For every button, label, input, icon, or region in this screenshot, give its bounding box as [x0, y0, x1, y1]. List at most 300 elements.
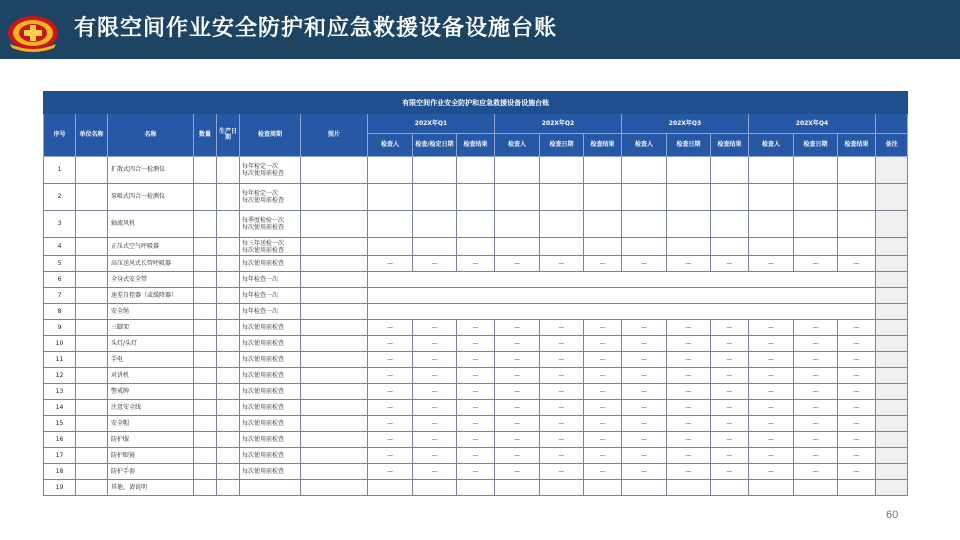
inspection-cell[interactable]: — — [749, 320, 794, 336]
inspection-cell[interactable] — [622, 211, 667, 238]
row-qty[interactable] — [194, 448, 217, 464]
inspection-cell[interactable] — [368, 211, 413, 238]
inspection-cell[interactable]: — — [584, 256, 622, 272]
inspection-cell[interactable] — [711, 480, 749, 496]
inspection-cell[interactable]: — — [495, 320, 540, 336]
inspection-cell[interactable]: — — [368, 352, 413, 368]
inspection-cell[interactable]: — — [711, 368, 749, 384]
inspection-cell[interactable]: — — [749, 400, 794, 416]
inspection-cell[interactable]: — — [667, 368, 711, 384]
inspection-cell[interactable]: — — [584, 400, 622, 416]
inspection-cell[interactable]: — — [794, 320, 838, 336]
row-note[interactable] — [876, 432, 908, 448]
inspection-cell[interactable] — [413, 238, 457, 256]
inspection-cell[interactable]: — — [540, 320, 584, 336]
inspection-cell[interactable]: — — [667, 432, 711, 448]
inspection-cell[interactable]: — — [838, 464, 876, 480]
inspection-cell[interactable]: — — [495, 416, 540, 432]
inspection-cell[interactable]: — — [457, 416, 495, 432]
inspection-cell[interactable] — [622, 157, 667, 184]
row-inspections-merged[interactable] — [368, 272, 876, 288]
inspection-cell[interactable]: — — [667, 320, 711, 336]
row-qty[interactable] — [194, 352, 217, 368]
inspection-cell[interactable] — [667, 157, 711, 184]
row-name: 安全绳 — [108, 304, 194, 320]
row-unit[interactable] — [76, 384, 108, 400]
inspection-cell[interactable] — [495, 480, 540, 496]
inspection-cell[interactable]: — — [413, 416, 457, 432]
row-note[interactable] — [876, 320, 908, 336]
inspection-cell[interactable] — [368, 480, 413, 496]
row-photo[interactable] — [301, 211, 368, 238]
inspection-cell[interactable] — [794, 211, 838, 238]
inspection-cell[interactable]: — — [413, 368, 457, 384]
inspection-cell[interactable] — [495, 184, 540, 211]
inspection-cell[interactable] — [495, 157, 540, 184]
inspection-cell[interactable]: — — [749, 336, 794, 352]
inspection-cell[interactable]: — — [711, 416, 749, 432]
row-unit[interactable] — [76, 416, 108, 432]
inspection-cell[interactable] — [584, 211, 622, 238]
inspection-cell[interactable]: — — [368, 368, 413, 384]
inspection-cell[interactable]: — — [495, 432, 540, 448]
row-note[interactable] — [876, 288, 908, 304]
inspection-cell[interactable]: — — [622, 432, 667, 448]
row-photo[interactable] — [301, 288, 368, 304]
inspection-cell[interactable] — [540, 211, 584, 238]
row-qty[interactable] — [194, 272, 217, 288]
inspection-cell[interactable]: — — [540, 400, 584, 416]
inspection-cell[interactable] — [711, 184, 749, 211]
inspection-cell[interactable]: — — [540, 416, 584, 432]
inspection-cell[interactable]: — — [413, 432, 457, 448]
inspection-cell[interactable] — [667, 238, 711, 256]
inspection-cell[interactable]: — — [413, 256, 457, 272]
inspection-cell[interactable] — [749, 211, 794, 238]
inspection-cell[interactable]: — — [368, 416, 413, 432]
row-qty[interactable] — [194, 238, 217, 256]
inspection-cell[interactable]: — — [584, 368, 622, 384]
inspection-cell[interactable] — [667, 480, 711, 496]
inspection-cell[interactable]: — — [368, 256, 413, 272]
row-photo[interactable] — [301, 384, 368, 400]
inspection-cell[interactable]: — — [749, 384, 794, 400]
inspection-cell[interactable]: — — [495, 336, 540, 352]
inspection-cell[interactable] — [584, 480, 622, 496]
row-photo[interactable] — [301, 336, 368, 352]
inspection-cell[interactable] — [838, 238, 876, 256]
inspection-cell[interactable]: — — [794, 464, 838, 480]
inspection-cell[interactable]: — — [794, 352, 838, 368]
inspection-cell[interactable]: — — [711, 256, 749, 272]
inspection-cell[interactable]: — — [368, 400, 413, 416]
inspection-cell[interactable]: — — [838, 400, 876, 416]
inspection-cell[interactable]: — — [413, 352, 457, 368]
row-date[interactable] — [217, 352, 240, 368]
row-date[interactable] — [217, 416, 240, 432]
inspection-cell[interactable]: — — [749, 464, 794, 480]
row-note[interactable] — [876, 416, 908, 432]
row-photo[interactable] — [301, 256, 368, 272]
inspection-cell[interactable]: — — [413, 400, 457, 416]
inspection-cell[interactable] — [838, 211, 876, 238]
inspection-cell[interactable]: — — [584, 320, 622, 336]
inspection-cell[interactable]: — — [667, 336, 711, 352]
row-unit[interactable] — [76, 157, 108, 184]
row-unit[interactable] — [76, 288, 108, 304]
inspection-cell[interactable]: — — [622, 256, 667, 272]
row-photo[interactable] — [301, 157, 368, 184]
inspection-cell[interactable]: — — [495, 352, 540, 368]
inspection-cell[interactable] — [794, 238, 838, 256]
row-photo[interactable] — [301, 432, 368, 448]
row-date[interactable] — [217, 272, 240, 288]
row-photo[interactable] — [301, 184, 368, 211]
row-unit[interactable] — [76, 336, 108, 352]
inspection-cell[interactable]: — — [495, 256, 540, 272]
inspection-cell[interactable]: — — [794, 432, 838, 448]
inspection-cell[interactable]: — — [584, 448, 622, 464]
table-row — [44, 256, 908, 272]
inspection-cell[interactable]: — — [667, 464, 711, 480]
row-unit[interactable] — [76, 256, 108, 272]
row-unit[interactable] — [76, 238, 108, 256]
row-note[interactable] — [876, 448, 908, 464]
inspection-cell[interactable]: — — [749, 448, 794, 464]
inspection-cell[interactable]: — — [622, 352, 667, 368]
inspection-cell[interactable] — [457, 238, 495, 256]
row-photo[interactable] — [301, 272, 368, 288]
inspection-cell[interactable]: — — [622, 320, 667, 336]
inspection-cell[interactable] — [540, 480, 584, 496]
inspection-cell[interactable]: — — [838, 448, 876, 464]
inspection-cell[interactable]: — — [368, 432, 413, 448]
row-unit[interactable] — [76, 184, 108, 211]
inspection-cell[interactable] — [413, 184, 457, 211]
inspection-cell[interactable]: — — [495, 368, 540, 384]
inspection-cell[interactable] — [368, 157, 413, 184]
inspection-cell[interactable]: — — [457, 336, 495, 352]
row-qty[interactable] — [194, 416, 217, 432]
row-inspections-merged[interactable] — [368, 288, 876, 304]
row-date[interactable] — [217, 336, 240, 352]
inspection-cell[interactable]: — — [711, 464, 749, 480]
inspection-cell[interactable]: — — [838, 352, 876, 368]
inspection-cell[interactable]: — — [457, 464, 495, 480]
row-qty[interactable] — [194, 368, 217, 384]
inspection-cell[interactable]: — — [838, 336, 876, 352]
inspection-cell[interactable]: — — [667, 384, 711, 400]
row-qty[interactable] — [194, 211, 217, 238]
row-note[interactable] — [876, 238, 908, 256]
inspection-cell[interactable]: — — [368, 336, 413, 352]
row-date[interactable] — [217, 384, 240, 400]
inspection-cell[interactable] — [838, 184, 876, 211]
inspection-cell[interactable]: — — [667, 448, 711, 464]
row-inspections-merged[interactable] — [368, 304, 876, 320]
inspection-cell[interactable] — [711, 238, 749, 256]
inspection-cell[interactable] — [794, 480, 838, 496]
row-unit[interactable] — [76, 368, 108, 384]
inspection-cell[interactable]: — — [749, 416, 794, 432]
row-photo[interactable] — [301, 464, 368, 480]
inspection-cell[interactable]: — — [749, 256, 794, 272]
row-unit[interactable] — [76, 320, 108, 336]
row-note[interactable] — [876, 336, 908, 352]
inspection-cell[interactable]: — — [495, 400, 540, 416]
inspection-cell[interactable]: — — [584, 416, 622, 432]
inspection-cell[interactable]: — — [711, 400, 749, 416]
inspection-cell[interactable]: — — [838, 368, 876, 384]
inspection-cell[interactable]: — — [794, 416, 838, 432]
row-name: 警戒牌 — [108, 384, 194, 400]
inspection-cell[interactable]: — — [622, 384, 667, 400]
inspection-cell[interactable]: — — [838, 384, 876, 400]
row-unit[interactable] — [76, 211, 108, 238]
inspection-cell[interactable]: — — [368, 320, 413, 336]
inspection-cell[interactable]: — — [413, 448, 457, 464]
inspection-cell[interactable]: — — [794, 336, 838, 352]
inspection-cell[interactable] — [540, 184, 584, 211]
inspection-cell[interactable]: — — [495, 448, 540, 464]
row-note[interactable] — [876, 480, 908, 496]
inspection-cell[interactable] — [667, 211, 711, 238]
row-photo[interactable] — [301, 400, 368, 416]
inspection-cell[interactable]: — — [540, 384, 584, 400]
row-date[interactable] — [217, 211, 240, 238]
inspection-cell[interactable] — [368, 184, 413, 211]
inspection-cell[interactable]: — — [540, 256, 584, 272]
row-no: 15 — [44, 416, 76, 432]
row-period — [240, 272, 301, 288]
row-note[interactable] — [876, 157, 908, 184]
inspection-cell[interactable] — [457, 184, 495, 211]
row-qty[interactable] — [194, 480, 217, 496]
row-photo[interactable] — [301, 480, 368, 496]
row-note[interactable] — [876, 384, 908, 400]
inspection-cell[interactable]: — — [495, 464, 540, 480]
inspection-cell[interactable]: — — [457, 448, 495, 464]
row-note[interactable] — [876, 304, 908, 320]
inspection-cell[interactable]: — — [540, 336, 584, 352]
inspection-cell[interactable]: — — [584, 352, 622, 368]
inspection-cell[interactable]: — — [413, 464, 457, 480]
inspection-cell[interactable]: — — [749, 352, 794, 368]
row-date[interactable] — [217, 320, 240, 336]
inspection-cell[interactable] — [457, 211, 495, 238]
inspection-cell[interactable]: — — [667, 416, 711, 432]
inspection-cell[interactable]: — — [413, 336, 457, 352]
inspection-cell[interactable]: — — [413, 320, 457, 336]
inspection-cell[interactable]: — — [711, 320, 749, 336]
row-photo[interactable] — [301, 320, 368, 336]
row-note[interactable] — [876, 352, 908, 368]
inspection-cell[interactable]: — — [667, 256, 711, 272]
row-date[interactable] — [217, 157, 240, 184]
row-qty[interactable] — [194, 336, 217, 352]
row-note[interactable] — [876, 400, 908, 416]
inspection-cell[interactable]: — — [794, 400, 838, 416]
row-qty[interactable] — [194, 184, 217, 211]
inspection-cell[interactable]: — — [794, 368, 838, 384]
row-note[interactable] — [876, 368, 908, 384]
inspection-cell[interactable]: — — [540, 352, 584, 368]
inspection-cell[interactable]: — — [368, 448, 413, 464]
inspection-cell[interactable]: — — [584, 432, 622, 448]
row-note[interactable] — [876, 211, 908, 238]
inspection-cell[interactable] — [622, 480, 667, 496]
row-date[interactable] — [217, 304, 240, 320]
inspection-cell[interactable] — [413, 480, 457, 496]
inspection-cell[interactable] — [667, 184, 711, 211]
row-qty[interactable] — [194, 432, 217, 448]
inspection-cell[interactable] — [749, 480, 794, 496]
row-unit[interactable] — [76, 480, 108, 496]
inspection-cell[interactable] — [368, 238, 413, 256]
inspection-cell[interactable] — [749, 157, 794, 184]
row-photo[interactable] — [301, 448, 368, 464]
row-date[interactable] — [217, 448, 240, 464]
row-note[interactable] — [876, 464, 908, 480]
inspection-cell[interactable]: — — [540, 448, 584, 464]
row-unit[interactable] — [76, 400, 108, 416]
inspection-cell[interactable]: — — [711, 336, 749, 352]
inspection-cell[interactable] — [838, 157, 876, 184]
row-photo[interactable] — [301, 304, 368, 320]
row-date[interactable] — [217, 400, 240, 416]
inspection-cell[interactable] — [457, 157, 495, 184]
inspection-cell[interactable] — [584, 238, 622, 256]
row-unit[interactable] — [76, 352, 108, 368]
inspection-cell[interactable] — [622, 184, 667, 211]
inspection-cell[interactable]: — — [622, 400, 667, 416]
row-photo[interactable] — [301, 238, 368, 256]
inspection-cell[interactable]: — — [711, 384, 749, 400]
inspection-cell[interactable] — [749, 238, 794, 256]
inspection-cell[interactable] — [540, 157, 584, 184]
inspection-cell[interactable]: — — [368, 384, 413, 400]
inspection-cell[interactable]: — — [794, 384, 838, 400]
inspection-cell[interactable]: — — [584, 464, 622, 480]
inspection-cell[interactable]: — — [457, 400, 495, 416]
row-note[interactable] — [876, 184, 908, 211]
inspection-cell[interactable] — [749, 184, 794, 211]
inspection-cell[interactable] — [711, 157, 749, 184]
inspection-cell[interactable]: — — [457, 256, 495, 272]
inspection-cell[interactable]: — — [413, 384, 457, 400]
inspection-cell[interactable] — [540, 238, 584, 256]
row-unit[interactable] — [76, 304, 108, 320]
inspection-cell[interactable] — [584, 157, 622, 184]
inspection-cell[interactable]: — — [667, 400, 711, 416]
inspection-cell[interactable]: — — [540, 368, 584, 384]
row-qty[interactable] — [194, 157, 217, 184]
inspection-cell[interactable]: — — [540, 464, 584, 480]
inspection-cell[interactable] — [495, 211, 540, 238]
inspection-cell[interactable]: — — [749, 368, 794, 384]
inspection-cell[interactable]: — — [457, 320, 495, 336]
inspection-cell[interactable] — [794, 184, 838, 211]
inspection-cell[interactable]: — — [711, 352, 749, 368]
inspection-cell[interactable] — [413, 211, 457, 238]
inspection-cell[interactable]: — — [457, 368, 495, 384]
inspection-cell[interactable]: — — [794, 448, 838, 464]
inspection-cell[interactable] — [711, 211, 749, 238]
inspection-cell[interactable]: — — [457, 384, 495, 400]
row-unit[interactable] — [76, 448, 108, 464]
row-note[interactable] — [876, 272, 908, 288]
inspection-cell[interactable] — [584, 184, 622, 211]
row-name: 扩散式四合一检测仪 — [108, 157, 194, 184]
row-photo[interactable] — [301, 352, 368, 368]
row-qty[interactable] — [194, 320, 217, 336]
inspection-cell[interactable] — [495, 238, 540, 256]
row-date[interactable] — [217, 256, 240, 272]
row-qty[interactable] — [194, 256, 217, 272]
row-unit[interactable] — [76, 464, 108, 480]
row-qty[interactable] — [194, 304, 217, 320]
row-qty[interactable] — [194, 288, 217, 304]
inspection-cell[interactable]: — — [749, 432, 794, 448]
inspection-cell[interactable]: — — [838, 432, 876, 448]
row-date[interactable] — [217, 184, 240, 211]
row-qty[interactable] — [194, 384, 217, 400]
inspection-cell[interactable]: — — [838, 416, 876, 432]
row-date[interactable] — [217, 480, 240, 496]
inspection-cell[interactable]: — — [622, 464, 667, 480]
inspection-cell[interactable]: — — [495, 384, 540, 400]
row-unit[interactable] — [76, 272, 108, 288]
row-date[interactable] — [217, 368, 240, 384]
inspection-cell[interactable]: — — [838, 320, 876, 336]
inspection-cell[interactable]: — — [794, 256, 838, 272]
inspection-cell[interactable]: — — [584, 336, 622, 352]
table-row — [44, 432, 908, 448]
row-qty[interactable] — [194, 464, 217, 480]
table-row — [44, 211, 908, 238]
inspection-cell[interactable] — [413, 157, 457, 184]
inspection-cell[interactable] — [622, 238, 667, 256]
inspection-cell[interactable] — [457, 480, 495, 496]
inspection-cell[interactable]: — — [711, 432, 749, 448]
inspection-cell[interactable]: — — [622, 448, 667, 464]
row-date[interactable] — [217, 288, 240, 304]
inspection-cell[interactable]: — — [457, 352, 495, 368]
row-date[interactable] — [217, 464, 240, 480]
inspection-cell[interactable]: — — [838, 256, 876, 272]
row-unit[interactable] — [76, 432, 108, 448]
inspection-cell[interactable]: — — [540, 432, 584, 448]
inspection-cell[interactable]: — — [622, 416, 667, 432]
row-qty[interactable] — [194, 400, 217, 416]
inspection-cell[interactable]: — — [667, 352, 711, 368]
row-period — [240, 336, 301, 352]
row-photo[interactable] — [301, 416, 368, 432]
inspection-cell[interactable]: — — [584, 384, 622, 400]
inspection-cell[interactable]: — — [622, 336, 667, 352]
inspection-cell[interactable]: — — [711, 448, 749, 464]
row-note[interactable] — [876, 256, 908, 272]
inspection-cell[interactable] — [838, 480, 876, 496]
inspection-cell[interactable] — [794, 157, 838, 184]
table-row — [44, 368, 908, 384]
row-date[interactable] — [217, 432, 240, 448]
row-date[interactable] — [217, 238, 240, 256]
inspection-cell[interactable]: — — [368, 464, 413, 480]
inspection-cell[interactable]: — — [457, 432, 495, 448]
inspection-cell[interactable]: — — [622, 368, 667, 384]
row-photo[interactable] — [301, 368, 368, 384]
